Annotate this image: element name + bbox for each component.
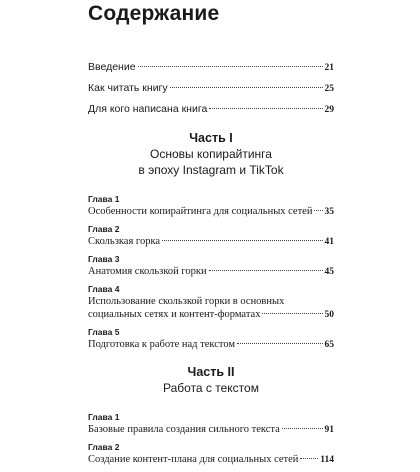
- dot-leader: [138, 66, 323, 67]
- dot-leader: [237, 343, 322, 344]
- page-number: 25: [324, 84, 334, 94]
- dot-leader: [209, 270, 323, 271]
- part-title-line: Основы копирайтинга: [150, 147, 272, 161]
- chapter-row: [88, 235, 334, 249]
- toc-entry-introduction[interactable]: [88, 57, 334, 78]
- chapter-title: Анатомия скользкой горки: [88, 266, 207, 277]
- part-title-line: Работа с текстом: [163, 381, 259, 395]
- chapter-row: [88, 453, 334, 467]
- chapter-title: Создание контент-плана для социальных сетей: [88, 454, 299, 465]
- chapter-label: Глава 1: [88, 412, 120, 422]
- dot-leader: [170, 87, 323, 88]
- part-label: Часть II: [187, 365, 235, 379]
- chapter-title: социальных сетях и контент-форматах: [88, 309, 261, 320]
- entry-title: Введение: [88, 61, 136, 73]
- dot-leader: [209, 108, 322, 109]
- page-number: 50: [324, 310, 334, 320]
- part-title-line: в эпоху Instagram и TikTok: [138, 163, 284, 177]
- chapter-title-line: Использование скользкой горки в основных: [88, 296, 285, 307]
- page-number: 35: [324, 207, 334, 217]
- toc-chapter[interactable]: [88, 254, 334, 279]
- dot-leader: [282, 428, 323, 429]
- chapter-title: Скользкая горка: [88, 236, 161, 247]
- page-number: 45: [324, 267, 334, 277]
- chapter-list: [88, 412, 334, 467]
- part-label: Часть I: [189, 131, 233, 145]
- page-number: 41: [324, 237, 334, 247]
- dot-leader: [262, 313, 322, 314]
- dot-leader: [314, 210, 322, 211]
- toc-title: Содержание: [88, 2, 220, 25]
- chapter-label: Глава 2: [88, 224, 120, 234]
- chapter-row: [88, 265, 334, 279]
- dot-leader: [300, 458, 318, 459]
- chapter-row: [88, 308, 334, 322]
- page-number: 91: [324, 425, 334, 435]
- toc-chapter[interactable]: [88, 194, 334, 219]
- dot-leader: [162, 240, 322, 241]
- chapter-label: Глава 5: [88, 327, 120, 337]
- chapter-list: [88, 194, 334, 352]
- intro-section: [88, 57, 334, 120]
- part-heading: [88, 130, 334, 178]
- part-heading: [88, 364, 334, 396]
- toc-page: [88, 0, 334, 472]
- chapter-label: Глава 3: [88, 254, 120, 264]
- chapter-label: Глава 1: [88, 194, 120, 204]
- toc-entry-audience[interactable]: [88, 99, 334, 120]
- chapter-row: [88, 423, 334, 437]
- toc-chapter[interactable]: [88, 224, 334, 249]
- chapter-label: Глава 2: [88, 442, 120, 452]
- toc-entry-how-to-read[interactable]: [88, 78, 334, 99]
- chapter-row: [88, 338, 334, 352]
- toc-chapter[interactable]: [88, 284, 334, 322]
- chapter-row: [88, 205, 334, 219]
- entry-title: Как читать книгу: [88, 82, 168, 94]
- chapter-title: Особенности копирайтинга для социальных сетей: [88, 206, 313, 217]
- toc-chapter[interactable]: [88, 442, 334, 467]
- toc-chapter[interactable]: [88, 412, 334, 437]
- entry-title: Для кого написана книга: [88, 103, 208, 115]
- page-number: 65: [324, 340, 334, 350]
- chapter-title: Подготовка к работе над текстом: [88, 339, 236, 350]
- page-number: 114: [320, 455, 334, 465]
- chapter-label: Глава 4: [88, 284, 120, 294]
- chapter-title: Базовые правила создания сильного текста: [88, 424, 280, 435]
- page-number: 21: [324, 63, 334, 73]
- page-number: 29: [324, 105, 334, 115]
- toc-chapter[interactable]: [88, 327, 334, 352]
